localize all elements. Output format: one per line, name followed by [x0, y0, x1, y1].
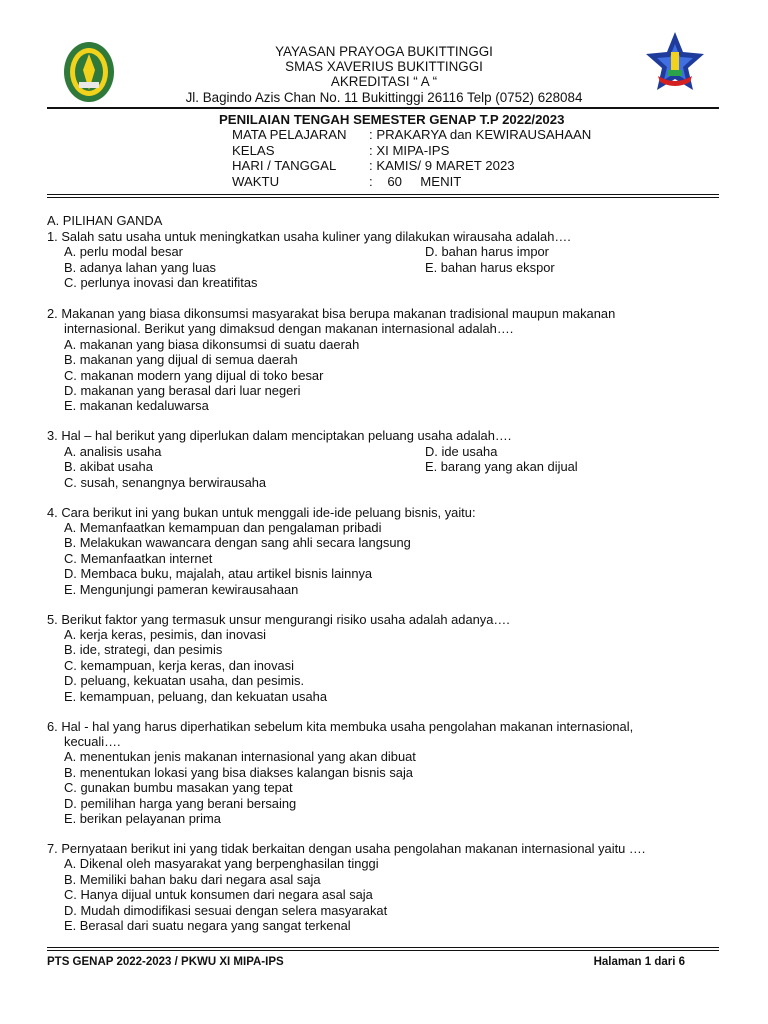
answer-option: E. Berasal dari suatu negara yang sangat terkenal [64, 918, 351, 933]
answer-option: A. Dikenal oleh masyarakat yang berpenghasilan tinggi [64, 856, 379, 872]
answer-option: D. bahan harus impor [425, 244, 549, 260]
exam-field-value: : PRAKARYA dan KEWIRAUSAHAAN [369, 127, 592, 142]
answer-option: E. bahan harus ekspor [425, 259, 555, 275]
school-name: SMAS XAVERIUS BUKITTINGGI [285, 59, 483, 74]
question-text: 7. Pernyataan berikut ini yang tidak berkaitan dengan usaha pengolahan makanan internasional yaitu …. [47, 841, 646, 856]
answer-option: C. susah, senangnya berwirausaha [64, 474, 267, 490]
info-divider-bottom [47, 197, 719, 198]
answer-option: D. Mudah dimodifikasi sesuai dengan selera masyarakat [64, 902, 388, 918]
section-heading: A. PILIHAN GANDA [47, 213, 163, 228]
answer-option: E. Mengunjungi pameran kewirausahaan [64, 581, 299, 597]
answer-option: A. Memanfaatkan kemampuan dan pengalaman pribadi [64, 519, 382, 535]
answer-option: C. Hanya dijual untuk konsumen dari negara asal saja [64, 887, 373, 903]
exam-title: PENILAIAN TENGAH SEMESTER GENAP T.P 2022/2023 [219, 112, 565, 127]
foundation-name: YAYASAN PRAYOGA BUKITTINGGI [275, 44, 493, 59]
exam-field-row [232, 158, 515, 174]
question-text: 1. Salah satu usaha untuk meningkatkan usaha kuliner yang dilakukan wirausaha adalah…. [47, 229, 571, 244]
exam-field-label: WAKTU [232, 173, 280, 189]
answer-option: B. Memiliki bahan baku dari negara asal saja [64, 871, 321, 887]
answer-option: C. gunakan bumbu masakan yang tepat [64, 780, 293, 796]
question-text-continued: internasional. Berikut yang dimaksud dengan makanan internasional adalah…. [64, 321, 514, 337]
answer-option: B. ide, strategi, dan pesimis [64, 642, 223, 658]
answer-option: B. adanya lahan yang luas [64, 259, 216, 275]
question-text: 2. Makanan yang biasa dikonsumsi masyarakat bisa berupa makanan tradisional maupun makanan [47, 306, 616, 321]
answer-option: D. pemilihan harga yang berani bersaing [64, 795, 297, 811]
answer-option: E. makanan kedaluwarsa [64, 398, 209, 414]
header-divider [47, 107, 719, 109]
answer-option: A. analisis usaha [64, 443, 162, 459]
footer-divider-bottom [47, 950, 719, 951]
footer-left: PTS GENAP 2022-2023 / PKWU XI MIPA-IPS [47, 956, 284, 968]
answer-option: E. berikan pelayanan prima [64, 810, 221, 826]
answer-option: A. makanan yang biasa dikonsumsi di suatu daerah [64, 336, 360, 352]
exam-field-label: KELAS [232, 142, 275, 158]
question-text: 6. Hal - hal yang harus diperhatikan sebelum kita membuka usaha pengolahan makanan internasional, [47, 718, 634, 734]
exam-field-value: : KAMIS/ 9 MARET 2023 [369, 158, 515, 173]
exam-info [232, 127, 592, 189]
answer-option: C. Memanfaatkan internet [64, 550, 213, 566]
exam-field-label: MATA PELAJARAN [232, 127, 347, 142]
answer-option: B. makanan yang dijual di semua daerah [64, 352, 298, 368]
exam-field-row [232, 173, 462, 190]
answer-option: C. perlunya inovasi dan kreatifitas [64, 275, 258, 291]
question-text: 4. Cara berikut ini yang bukan untuk menggali ide-ide peluang bisnis, yaitu: [47, 504, 476, 520]
answer-option: B. menentukan lokasi yang bisa diakses kalangan bisnis saja [64, 764, 413, 780]
answer-option: B. akibat usaha [64, 459, 153, 475]
answer-option: C. makanan modern yang dijual di toko besar [64, 367, 324, 383]
page-number: Halaman 1 dari 6 [593, 956, 685, 968]
question-text-continued: kecuali…. [64, 733, 121, 749]
answer-option: C. kemampuan, kerja keras, dan inovasi [64, 657, 294, 673]
question-text: 3. Hal – hal berikut yang diperlukan dalam menciptakan peluang usaha adalah…. [47, 428, 512, 444]
answer-option: A. perlu modal besar [64, 244, 183, 260]
answer-option: D. Membaca buku, majalah, atau artikel bisnis lainnya [64, 566, 373, 582]
address: Jl. Bagindo Azis Chan No. 11 Bukittinggi 26116 Telp (0752) 628084 [185, 90, 583, 105]
exam-field-row [232, 127, 592, 143]
answer-option: D. peluang, kekuatan usaha, dan pesimis. [64, 673, 305, 689]
answer-option: A. kerja keras, pesimis, dan inovasi [64, 626, 267, 642]
exam-field-value: : XI MIPA-IPS [369, 142, 450, 158]
footer-divider-top [47, 947, 719, 948]
answer-option: E. barang yang akan dijual [425, 459, 578, 475]
info-divider-top [47, 194, 719, 195]
accreditation: AKREDITASI “ A “ [330, 74, 438, 89]
answer-option: E. kemampuan, peluang, dan kekuatan usaha [64, 688, 328, 704]
answer-option: B. Melakukan wawancara dengan sang ahli secara langsung [64, 535, 411, 551]
exam-field-row [232, 142, 450, 159]
answer-option: D. ide usaha [425, 443, 498, 459]
exam-field-value: : 60 MENIT [369, 173, 462, 189]
answer-option: D. makanan yang berasal dari luar negeri [64, 383, 301, 398]
answer-option: A. menentukan jenis makanan internasional yang akan dibuat [64, 749, 416, 765]
exam-field-label: HARI / TANGGAL [232, 158, 337, 173]
question-text: 5. Berikut faktor yang termasuk unsur mengurangi risiko usaha adalah adanya…. [47, 611, 510, 627]
